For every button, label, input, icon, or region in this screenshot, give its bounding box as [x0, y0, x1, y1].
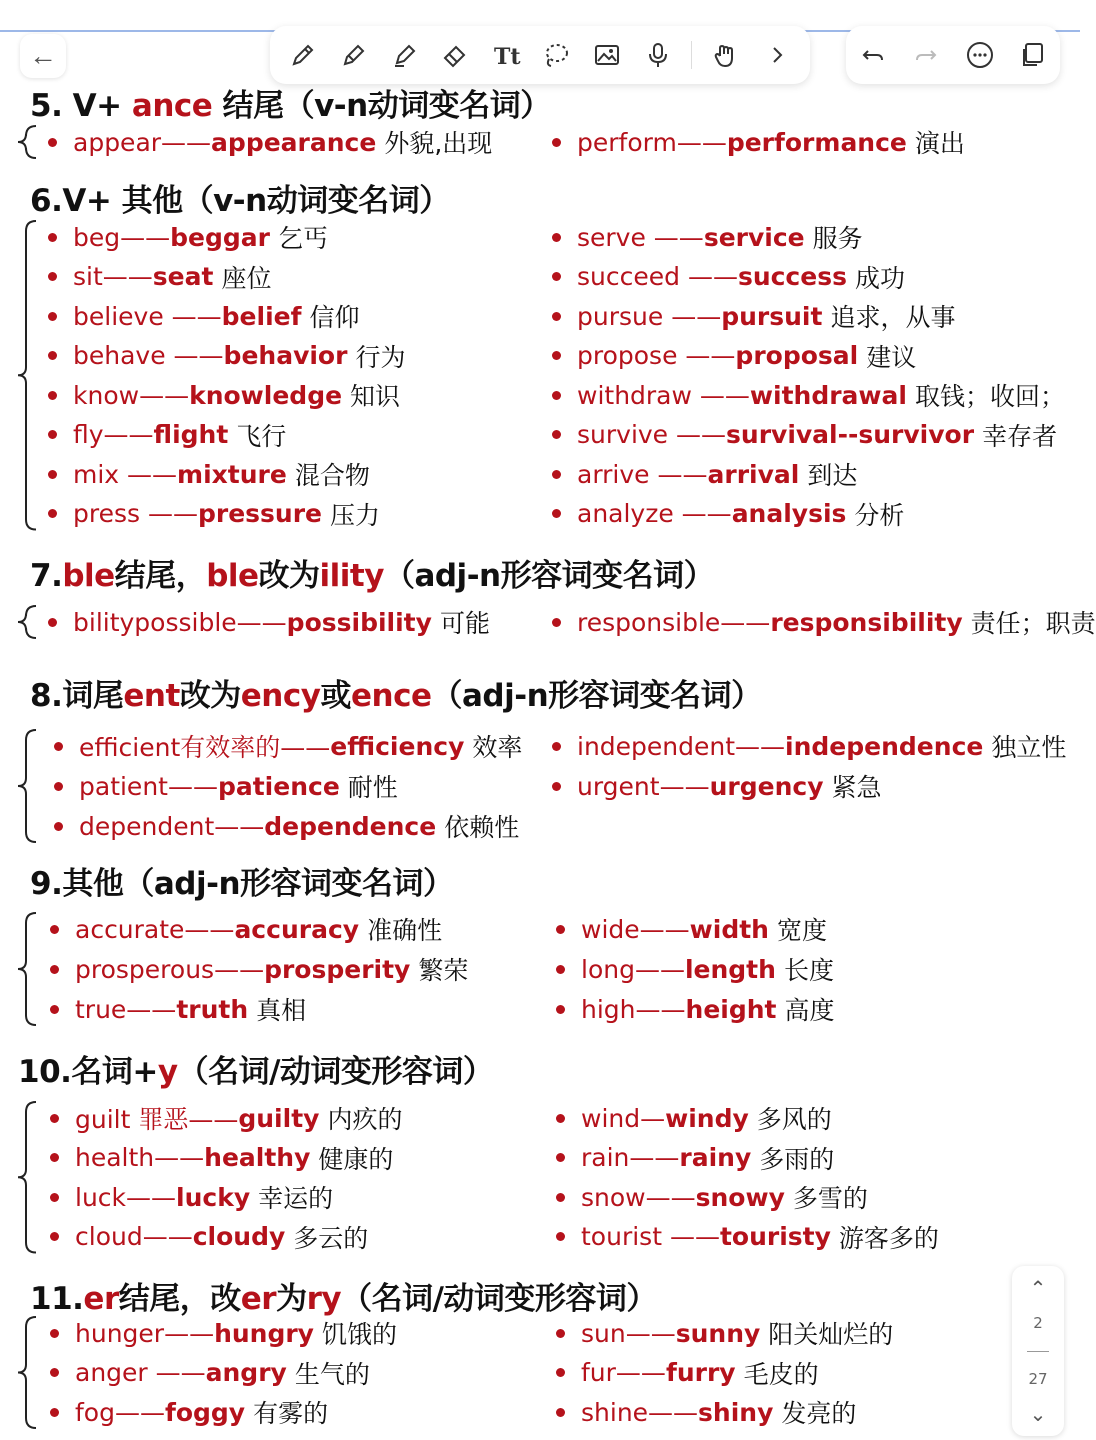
bullet-icon: [48, 509, 57, 518]
heading-part: 结尾，: [114, 558, 207, 594]
derived-word: flight: [153, 420, 229, 449]
derived-word: patience: [217, 771, 340, 801]
base-word: appear——: [73, 127, 212, 157]
base-word: snow——: [581, 1182, 696, 1212]
chinese-meaning: 建议: [866, 342, 917, 372]
bullet-icon: [50, 1193, 59, 1202]
derived-word: sunny: [675, 1318, 761, 1348]
base-word: sit——: [73, 262, 153, 291]
derived-word: performance: [726, 127, 907, 157]
base-word: succeed ——: [577, 262, 738, 291]
chinese-meaning: 毛皮的: [743, 1359, 819, 1389]
chinese-meaning: 依赖性: [444, 813, 520, 842]
word-entry: [552, 219, 863, 255]
base-word: sun——: [581, 1318, 676, 1348]
base-word: fly——: [73, 420, 154, 449]
base-word: hunger——: [75, 1318, 215, 1348]
bullet-icon: [50, 1114, 59, 1123]
base-word: rain——: [581, 1143, 680, 1172]
bullet-icon: [48, 138, 57, 147]
chinese-meaning: 幸存者: [982, 421, 1058, 451]
chinese-meaning: 幸运的: [258, 1184, 334, 1213]
chinese-meaning: 生气的: [294, 1359, 370, 1389]
bullet-icon: [552, 782, 561, 791]
brace-bracket: [14, 1315, 40, 1430]
word-entry: [552, 496, 904, 532]
chinese-meaning: 长度: [783, 956, 834, 985]
word-entry: [552, 259, 905, 295]
word-entry: [48, 338, 405, 374]
chinese-meaning: 宽度: [776, 916, 827, 945]
chinese-meaning: 效率: [472, 733, 523, 762]
derived-word: belief: [221, 301, 302, 331]
section-heading: [30, 80, 551, 125]
bullet-icon: [556, 1005, 565, 1014]
base-word: arrive ——: [577, 459, 708, 489]
section-heading: [30, 550, 714, 595]
base-word: urgent——: [577, 771, 710, 801]
derived-word: urgency: [709, 771, 824, 801]
bullet-icon: [48, 430, 57, 439]
base-word: serve ——: [577, 222, 704, 252]
heading-part: 9.其他（adj-n形容词变名词）: [30, 866, 454, 902]
derived-word: proposal: [735, 341, 859, 370]
chinese-meaning: 紧急: [831, 773, 882, 802]
chinese-meaning: 演出: [914, 129, 965, 158]
heading-part: 10.名词+: [18, 1054, 158, 1090]
word-entry: [50, 1355, 370, 1391]
chinese-meaning: 独立性: [991, 733, 1067, 762]
base-word: true——: [75, 994, 177, 1024]
chinese-meaning: 多云的: [293, 1223, 369, 1253]
base-word: pursue ——: [577, 301, 722, 331]
word-entry: [50, 1394, 328, 1430]
word-entry: [556, 1100, 832, 1136]
chevron-down-icon[interactable]: ⌄: [1029, 1402, 1047, 1426]
derived-word: independence: [785, 731, 984, 761]
heading-part: （名词/动词变形容词）: [177, 1054, 494, 1090]
heading-part: y: [157, 1054, 178, 1090]
derived-word: prosperity: [264, 954, 411, 984]
bullet-icon: [556, 1408, 565, 1417]
bullet-icon: [552, 470, 561, 479]
bullet-icon: [552, 618, 561, 627]
base-word: press ——: [73, 499, 198, 528]
chinese-meaning: 繁荣: [418, 956, 469, 985]
bullet-icon: [54, 742, 63, 751]
heading-part: er: [240, 1281, 277, 1317]
word-entry: [552, 124, 965, 160]
brace-bracket: [14, 219, 40, 532]
base-word: mix ——: [73, 459, 178, 489]
word-entry: [556, 1219, 939, 1255]
word-entry: [50, 1315, 397, 1351]
derived-word: width: [689, 914, 769, 944]
word-entry: [556, 991, 835, 1027]
word-entry: [50, 1100, 402, 1136]
word-entry: [552, 768, 882, 804]
base-word: analyze ——: [577, 499, 732, 528]
bullet-icon: [556, 1329, 565, 1338]
derived-word: lucky: [176, 1182, 251, 1212]
chinese-meaning: 飞行: [236, 421, 287, 451]
chinese-meaning: 准确性: [367, 916, 443, 945]
heading-part: ent: [123, 678, 180, 714]
chinese-meaning: 信仰: [309, 303, 360, 332]
chinese-meaning: 游客多的: [838, 1223, 939, 1253]
base-word: shine——: [581, 1397, 699, 1427]
derived-word: healthy: [204, 1143, 311, 1172]
section-heading: [30, 1273, 657, 1318]
derived-word: pressure: [197, 499, 323, 528]
bullet-icon: [552, 391, 561, 400]
base-word: wide——: [581, 914, 690, 944]
bullet-icon: [552, 742, 561, 751]
word-entry: [556, 1140, 834, 1176]
section-heading: [30, 670, 762, 715]
base-word: behave ——: [73, 341, 224, 370]
bullet-icon: [50, 925, 59, 934]
base-word: health——: [75, 1143, 205, 1172]
chinese-meaning: 座位: [221, 263, 272, 293]
bullet-icon: [48, 351, 57, 360]
word-entry: [556, 1315, 893, 1351]
derived-word: truth: [176, 994, 249, 1024]
base-word: responsible——: [577, 607, 771, 637]
derived-word: accuracy: [234, 914, 360, 944]
derived-word: success: [737, 262, 847, 291]
heading-part: 8.词尾: [30, 678, 124, 714]
bullet-icon: [556, 1193, 565, 1202]
bullet-icon: [552, 430, 561, 439]
derived-word: responsibility: [770, 607, 963, 637]
base-word: tourist ——: [581, 1222, 720, 1251]
chinese-meaning: 责任；职责: [970, 609, 1096, 638]
chinese-meaning: 可能: [439, 609, 490, 638]
derived-word: withdrawal: [749, 380, 907, 410]
word-entry: [552, 456, 857, 492]
chinese-meaning: 多风的: [756, 1105, 832, 1134]
bullet-icon: [48, 391, 57, 400]
derived-word: knowledge: [189, 380, 343, 410]
bullet-icon: [50, 1329, 59, 1338]
brace-bracket: [14, 911, 40, 1027]
heading-part: 6.V+ 其他（v-n动词变名词）: [30, 183, 450, 219]
chinese-meaning: 混合物: [294, 461, 370, 490]
heading-part: ble: [62, 558, 115, 594]
word-entry: [54, 728, 522, 764]
base-word: prosperous——: [75, 954, 265, 984]
base-word: fur——: [581, 1358, 666, 1387]
derived-word: hungry: [214, 1318, 314, 1348]
bullet-icon: [50, 1408, 59, 1417]
derived-word: furry: [665, 1358, 736, 1387]
bullet-icon: [552, 312, 561, 321]
chinese-meaning: 成功: [854, 263, 905, 293]
heading-part: ance: [131, 88, 213, 124]
base-word: believe ——: [73, 301, 222, 331]
heading-part: ence: [350, 678, 432, 714]
base-word: high——: [581, 994, 686, 1024]
heading-part: ility: [319, 558, 384, 594]
derived-word: foggy: [164, 1397, 246, 1427]
brace-bracket: [14, 1100, 40, 1255]
chinese-meaning: 多雪的: [792, 1184, 868, 1213]
bullet-icon: [556, 1153, 565, 1162]
heading-part: 改为: [179, 678, 241, 714]
chinese-meaning: 耐性: [347, 773, 398, 802]
word-entry: [556, 1179, 868, 1215]
section-heading: [30, 858, 454, 903]
heading-part: ency: [240, 678, 321, 714]
bullet-icon: [556, 965, 565, 974]
heading-part: 5. V+: [30, 88, 132, 124]
brace-bracket: [14, 604, 40, 640]
derived-word: windy: [665, 1103, 749, 1133]
bullet-icon: [50, 1368, 59, 1377]
brace-bracket: [14, 124, 40, 160]
chinese-meaning: 知识: [350, 382, 401, 411]
base-word: fog——: [75, 1397, 165, 1427]
bullet-icon: [556, 1114, 565, 1123]
heading-part: 改为: [258, 558, 320, 594]
heading-part: （adj-n形容词变名词）: [383, 558, 715, 594]
page-navigator: [1012, 1266, 1064, 1436]
word-entry: [552, 604, 1096, 640]
chinese-meaning: 压力: [330, 500, 381, 530]
word-entry: [50, 991, 306, 1027]
derived-word: dependence: [264, 811, 437, 841]
derived-word: service: [703, 222, 805, 252]
heading-part: 7.: [30, 558, 63, 594]
base-word: long——: [581, 954, 685, 984]
derived-word: snowy: [695, 1182, 785, 1212]
derived-word: height: [685, 994, 777, 1024]
word-entry: [552, 417, 1057, 453]
base-word: know——: [73, 380, 190, 410]
word-entry: [48, 124, 492, 160]
word-entry: [50, 1219, 368, 1255]
bullet-icon: [48, 618, 57, 627]
chinese-meaning: 服务: [812, 224, 863, 253]
heading-part: ry: [306, 1281, 342, 1317]
bullet-icon: [552, 138, 561, 147]
heading-part: 11.: [30, 1281, 84, 1317]
bullet-icon: [50, 1232, 59, 1241]
svg-text:Tt: Tt: [493, 44, 521, 70]
arrow-left-icon: ←: [29, 40, 57, 71]
derived-word: shiny: [698, 1397, 774, 1427]
base-word: bilitypossible——: [73, 607, 287, 637]
word-entry: [552, 728, 1066, 764]
base-word: anger ——: [75, 1358, 206, 1387]
heading-part: 结尾，改: [118, 1281, 241, 1317]
chinese-meaning: 内疚的: [327, 1105, 403, 1134]
derived-word: angry: [205, 1358, 287, 1387]
word-entry: [48, 417, 286, 453]
word-entry: [50, 1140, 393, 1176]
chinese-meaning: 追求，从事: [830, 303, 956, 332]
chinese-meaning: 发亮的: [781, 1399, 857, 1428]
derived-word: beggar: [170, 222, 270, 252]
chinese-meaning: 阳关灿烂的: [768, 1320, 894, 1349]
derived-word: possibility: [286, 607, 432, 637]
current-page: 2: [1033, 1314, 1043, 1333]
section-heading: [30, 175, 450, 220]
word-entry: [48, 377, 400, 413]
word-entry: [54, 768, 398, 804]
heading-part: 为: [276, 1281, 307, 1317]
derived-word: appearance: [211, 127, 377, 157]
base-word: withdraw ——: [577, 380, 750, 410]
derived-word: analysis: [731, 499, 847, 528]
word-entry: [50, 911, 442, 947]
chinese-meaning: 有雾的: [253, 1399, 329, 1428]
brace-bracket: [14, 728, 40, 844]
derived-word: rainy: [679, 1143, 752, 1172]
chevron-up-icon[interactable]: ⌃: [1029, 1276, 1047, 1300]
word-entry: [552, 298, 955, 334]
base-word: wind—: [581, 1103, 666, 1133]
heading-part: 结尾（v-n动词变名词）: [212, 88, 551, 124]
page-divider: [1027, 1351, 1049, 1352]
chinese-meaning: 分析: [854, 500, 905, 530]
base-word: luck——: [75, 1182, 177, 1212]
total-pages: 27: [1028, 1369, 1048, 1388]
bullet-icon: [556, 1368, 565, 1377]
base-word: patient——: [79, 771, 218, 801]
word-entry: [556, 1394, 856, 1430]
derived-word: guilty: [238, 1103, 320, 1133]
heading-part: ble: [206, 558, 259, 594]
bullet-icon: [552, 351, 561, 360]
base-word: guilt 罪恶——: [75, 1105, 239, 1134]
chinese-meaning: 多雨的: [759, 1144, 835, 1174]
derived-word: seat: [152, 262, 214, 291]
chinese-meaning: 取钱；收回；: [914, 382, 1065, 411]
base-word: cloud——: [75, 1222, 193, 1251]
derived-word: pursuit: [721, 301, 823, 331]
base-word: dependent——: [79, 811, 265, 841]
derived-word: cloudy: [192, 1222, 286, 1251]
bullet-icon: [556, 925, 565, 934]
bullet-icon: [552, 509, 561, 518]
heading-part: 或: [320, 678, 351, 714]
bullet-icon: [54, 782, 63, 791]
bullet-icon: [50, 1005, 59, 1014]
derived-word: mixture: [177, 459, 287, 489]
heading-part: er: [83, 1281, 119, 1317]
word-entry: [552, 338, 916, 374]
chinese-meaning: 健康的: [318, 1144, 394, 1174]
bullet-icon: [552, 233, 561, 242]
derived-word: survival--survivor: [726, 420, 975, 449]
base-word: propose ——: [577, 341, 736, 370]
word-entry: [556, 1355, 819, 1391]
heading-part: （名词/动词变形容词）: [341, 1281, 657, 1317]
base-word: accurate——: [75, 914, 235, 944]
bullet-icon: [50, 1153, 59, 1162]
chinese-meaning: 饥饿的: [321, 1320, 397, 1349]
bullet-icon: [556, 1232, 565, 1241]
word-entry: [50, 951, 468, 987]
base-word: independent——: [577, 731, 786, 761]
word-entry: [552, 377, 1065, 413]
chinese-meaning: 外貌,出现: [384, 129, 493, 158]
word-entry: [48, 604, 490, 640]
bullet-icon: [54, 822, 63, 831]
word-entry: [48, 219, 328, 255]
derived-word: touristy: [719, 1222, 831, 1251]
word-entry: [48, 456, 370, 492]
derived-word: arrival: [707, 459, 800, 489]
chinese-meaning: 到达: [807, 461, 858, 490]
bullet-icon: [552, 272, 561, 281]
bullet-icon: [48, 272, 57, 281]
derived-word: efficiency: [330, 731, 465, 761]
word-entry: [48, 496, 380, 532]
chinese-meaning: 行为: [355, 342, 406, 372]
heading-part: （adj-n形容词变名词）: [431, 678, 762, 714]
word-entry: [556, 951, 834, 987]
base-word: perform——: [577, 127, 727, 157]
word-entry: [48, 259, 271, 295]
word-entry: [48, 298, 360, 334]
bullet-icon: [48, 312, 57, 321]
chinese-meaning: 真相: [256, 996, 307, 1025]
bullet-icon: [50, 965, 59, 974]
chinese-meaning: 高度: [784, 996, 835, 1025]
base-word: efficient有效率的——: [79, 733, 331, 762]
base-word: beg——: [73, 222, 171, 252]
section-heading: [18, 1046, 493, 1091]
word-entry: [50, 1179, 333, 1215]
word-entry: [556, 911, 827, 947]
derived-word: behavior: [223, 341, 348, 370]
bullet-icon: [48, 233, 57, 242]
word-entry: [54, 808, 519, 844]
derived-word: length: [684, 954, 776, 984]
chinese-meaning: 乞丐: [277, 224, 328, 253]
bullet-icon: [48, 470, 57, 479]
base-word: survive ——: [577, 420, 727, 449]
